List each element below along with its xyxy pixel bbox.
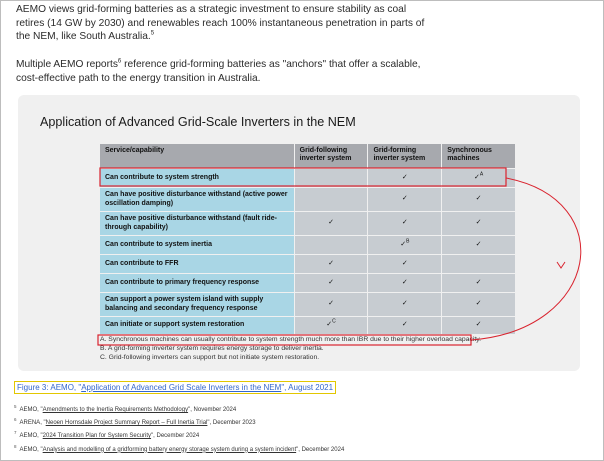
sync-cell [442, 254, 516, 273]
note-a: A. Synchronous machines can usually contribute to system strength much more than IBR due to their higher overload capacity. [100, 336, 482, 343]
note-c: C. Grid-following inverters can support but not initiate system restoration. [100, 354, 320, 362]
references-list [14, 402, 344, 455]
header-grid-following: Grid-following inverter system [295, 144, 369, 168]
gfl-cell: ✓ [295, 254, 369, 273]
table-row [100, 235, 516, 254]
sync-cell: ✓$^A$ [442, 168, 516, 187]
sync-cell: ✓ [442, 211, 516, 235]
reference-link[interactable]: Neoen Hornsdale Project Summary Report – Full Inertia Trial [45, 420, 208, 427]
capability-table [100, 144, 516, 334]
gfl-cell: ✓$^C$ [295, 316, 369, 334]
gfm-cell: ✓ [368, 187, 442, 211]
table-row [100, 187, 516, 211]
figure-caption [14, 381, 336, 394]
gfm-cell: ✓ [368, 254, 442, 273]
intro-paragraph-1 [16, 3, 576, 44]
table-row [100, 292, 516, 316]
p1-line-1: AEMO views grid-forming batteries as a strategic investment to ensure stability as coal [16, 4, 407, 15]
p1-line-2: retires (14 GW by 2030) and renewables reach 100% instantaneous penetration in parts of [16, 17, 425, 29]
gfm-cell: ✓ [368, 292, 442, 316]
caption-prefix: Figure 3: AEMO, " [17, 383, 82, 392]
table-row [100, 316, 516, 334]
gfl-cell: ✓ [295, 273, 369, 292]
sync-cell: ✓ [442, 316, 516, 334]
caption-link[interactable]: Application of Advanced Grid Scale Inverters in the NEM [81, 383, 282, 392]
p2-line-1b: reference grid-forming batteries as "anchors" that offer a scalable, [121, 59, 421, 70]
gfm-cell: ✓ [368, 211, 442, 235]
table-row [100, 168, 516, 187]
figure-title: Application of Advanced Grid-Scale Inverters in the NEM [40, 115, 356, 129]
reference-item: $^5$AEMO, "Amendments to the Inertia Requirements Methodology", November 2024 [14, 404, 237, 413]
figure-card [18, 95, 580, 371]
reference-item: $^7$AEMO, "2024 Transition Plan for System Security", December 2024 [14, 430, 200, 440]
service-cell: Can contribute to system strength [100, 168, 295, 187]
gfm-cell: ✓ [368, 168, 442, 187]
reference-link[interactable]: Analysis and modelling of a gridforming battery energy storage system during a system incident [42, 446, 297, 453]
gfl-cell: ✓ [295, 211, 369, 235]
sync-cell: ✓ [442, 273, 516, 292]
sync-cell: ✓ [442, 235, 516, 254]
reference-link[interactable]: Amendments to the Inertia Requirements Methodology [42, 407, 189, 413]
table-row [100, 273, 516, 292]
footnote-ref-6[interactable]: 6 [117, 58, 122, 65]
service-cell: Can contribute to FFR [100, 254, 295, 273]
p2-line-2: cost-effective path to the energy transition in Australia. [16, 72, 261, 84]
service-cell: Can contribute to primary frequency response [100, 273, 295, 292]
table-row [100, 211, 516, 235]
service-cell: Can contribute to system inertia [100, 235, 295, 254]
service-cell: Can initiate or support system restoration [100, 316, 295, 334]
header-grid-forming: Grid-forming inverter system [368, 144, 442, 168]
reference-item: $^8$AEMO, "Analysis and modelling of a gridforming battery energy storage system during a system incident", December 2024 [14, 443, 345, 453]
header-synchronous: Synchronous machines [442, 144, 516, 168]
reference-item: $^6$ARENA, "Neoen Hornsdale Project Summary Report – Full Inertia Trial", December 2023 [14, 417, 256, 427]
service-cell: Can have positive disturbance withstand (active power oscillation damping) [100, 187, 295, 211]
table-header-row [100, 144, 516, 168]
footnote-ref-5[interactable]: 5 [150, 30, 155, 37]
header-service: Service/capability [100, 144, 295, 168]
gfl-cell: ✓ [295, 292, 369, 316]
gfm-cell: ✓ [368, 273, 442, 292]
sync-cell: ✓ [442, 292, 516, 316]
gfl-cell [295, 168, 369, 187]
gfl-cell [295, 235, 369, 254]
service-cell: Can support a power system island with supply balancing and secondary frequency response [100, 292, 295, 316]
sync-cell: ✓ [442, 187, 516, 211]
note-b: B. A grid-forming inverter system requires energy storage to deliver inertia. [100, 345, 324, 353]
caption-suffix: ", August 2021 [281, 383, 334, 392]
intro-paragraph-2 [16, 58, 576, 85]
p2-line-1a: Multiple AEMO reports [16, 59, 118, 70]
p1-line-3: the NEM, like South Australia. [16, 31, 151, 43]
table-notes [100, 335, 481, 363]
gfl-cell [295, 187, 369, 211]
table-row [100, 254, 516, 273]
gfm-cell: ✓ [368, 316, 442, 334]
gfm-cell: ✓$^B$ [368, 235, 442, 254]
reference-link[interactable]: 2024 Transition Plan for System Security [42, 433, 152, 440]
service-cell: Can have positive disturbance withstand (fault ride-through capability) [100, 211, 295, 235]
